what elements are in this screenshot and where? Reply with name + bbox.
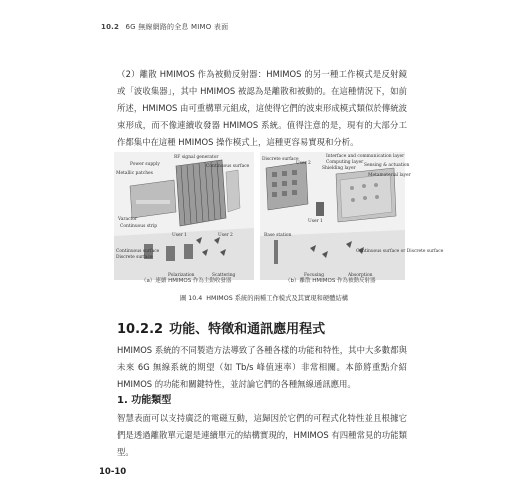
header-section-number: 10.2 (101, 23, 120, 31)
label-continuous-strip: Continuous strip (120, 224, 158, 229)
figure-10-4 (114, 152, 444, 292)
label-discrete-surface: Discrete surface (116, 255, 153, 260)
label-power-supply: Power supply (130, 162, 160, 167)
label-metallic-patches: Metallic patches (116, 171, 153, 176)
paragraph-function-types: 智慧表面可以支持廣泛的電磁互動，這歸因於它們的可程式化特性並且根據它們是透過離散單元還是連續單元的結構實現的，HMIMOS 有四種常見的功能類型。 (117, 413, 407, 457)
label-varactor: Varactor (118, 217, 138, 222)
section-title: 功能、特徵和通訊應用程式 (169, 322, 326, 337)
label-focusing: Focusing (304, 273, 325, 278)
figure-panel-b (260, 152, 444, 280)
subcaption-b: （b）離散 HMIMOS 作為被動反射器 (285, 278, 376, 284)
paragraph-features-intro: HMIMOS 系統的不同製造方法導致了各種各樣的功能和特性，其中大多數都與未來 6G 無線系統的期望（如 Tb/s 峰值速率）非常相關。本節將重點介紹 HMIMOS 的功能和關鍵特性，並討論它們的各種無線通訊應用。 (117, 345, 407, 389)
header-title: 6G 無線網路的全息 MIMO 表面 (125, 23, 229, 31)
section-heading (117, 318, 325, 337)
label-absorption: Absorption (348, 273, 373, 278)
label-user2-b: User 2 (296, 161, 311, 166)
label-user2: User 2 (218, 233, 233, 238)
panel-b-illustration (260, 152, 444, 280)
label-continuous-or-discrete: Continuous surface or Discrete surface (356, 249, 444, 254)
label-shielding-layer: Shielding layer (322, 166, 356, 171)
label-sensing-actuation: Sensing & actuation (364, 163, 410, 168)
subcaption-a: （a）連續 HMIMOS 作為主動收發器 (141, 278, 232, 284)
label-rf-generator: RF signal generator (174, 155, 219, 160)
label-discrete-surface-b: Discrete surface (262, 157, 299, 162)
figure-caption-number: 圖 10.4 (179, 295, 203, 302)
panel-a-illustration (114, 152, 254, 280)
label-continuous-surface-top: Continuous surface (206, 164, 250, 169)
label-continuous-surface-bottom: Continuous surface (116, 249, 160, 254)
label-base-station: Base station (264, 233, 292, 238)
figure-caption-text: HMIMOS 系統的兩種工作模式及其實現和硬體結構 (206, 295, 349, 302)
label-user1: User 1 (172, 233, 187, 238)
figure-panel-a (114, 152, 254, 280)
page-number: 10-10 (99, 467, 127, 477)
label-polarization: Polarization (168, 273, 195, 278)
label-computing-layer: Computing layer (326, 160, 364, 165)
figure-caption (114, 293, 414, 302)
label-scattering: Scattering (212, 273, 236, 278)
label-interface-layer: Interface and communication layer (326, 154, 405, 159)
label-metamaterial-layer: Metamaterial layer (368, 173, 411, 178)
section-number: 10.2.2 (117, 322, 164, 337)
paragraph-discrete-hmimos: （2）離散 HMIMOS 作為被動反射器：HMIMOS 的另一種工作模式是反射鏡或「波收集器」，其中 HMIMOS 被認為是離散和被動的。在這種情況下，如前所述，HMIMOS 由可重構單元組成，這使得它們的波束形成模式類似於傳統波束形成，而不像連續收發器 HMIMOS 系統。值得注意的是，現有的大部分工作都集中在這種 HMIMOS 操作模式上，這種更容易實現和分析。 (117, 69, 407, 147)
label-user1-b: User 1 (308, 219, 323, 224)
subsection-heading: 1. 功能類型 (117, 395, 172, 406)
running-header (101, 22, 228, 32)
